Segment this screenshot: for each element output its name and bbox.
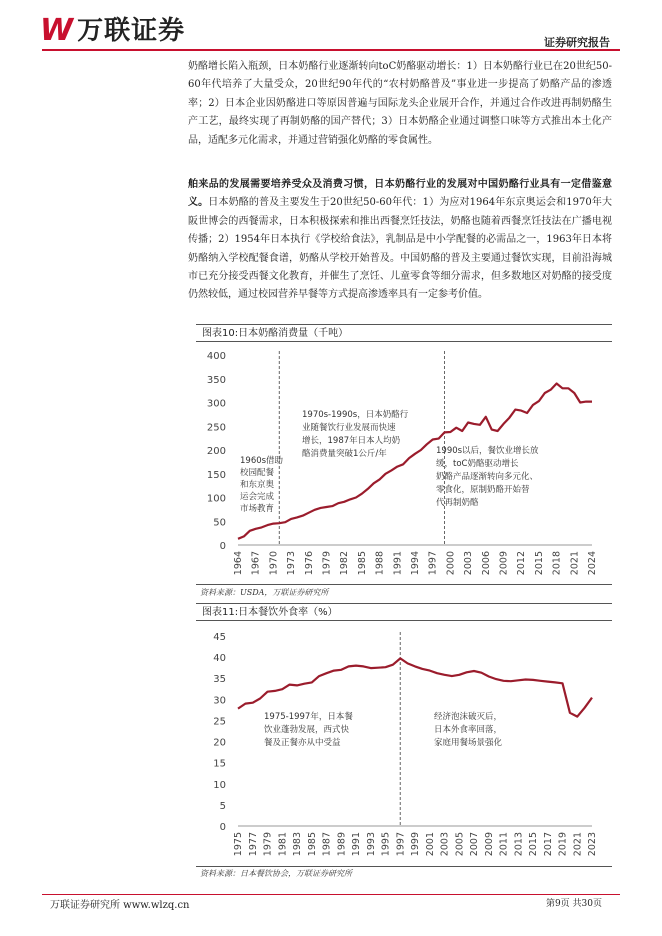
- x-tick-label: 1970: [268, 551, 280, 576]
- figure-10-source: 资料来源：USDA，万联证券研究所: [200, 588, 329, 597]
- cheese-consumption-chart: [196, 343, 612, 583]
- x-tick-label: 2013: [513, 832, 525, 857]
- x-tick-label: 2003: [439, 832, 451, 857]
- x-tick-label: 1964: [233, 551, 244, 576]
- annotation-text: 餐及正餐亦从中受益: [264, 738, 341, 748]
- y-tick-label: 200: [206, 446, 226, 457]
- annotation-text: 酪消费量突破1公斤/年: [302, 449, 387, 459]
- x-tick-label: 2019: [557, 832, 569, 857]
- paragraph-2-lead: 舶来品的发展需要培养受众及消费习惯，日本奶酪行业的发展对中国奶酪行业具有一定借鉴意义。: [188, 179, 612, 209]
- y-tick-label: 5: [219, 800, 226, 812]
- x-tick-label: 2001: [424, 832, 436, 857]
- y-tick-label: 25: [213, 716, 226, 728]
- annotation-text: 代再制奶酪: [436, 498, 479, 508]
- x-tick-label: 1979: [321, 551, 333, 576]
- page-header: [0, 0, 662, 58]
- x-tick-label: 2015: [533, 551, 545, 576]
- y-tick-label: 15: [213, 758, 226, 770]
- y-tick-label: 150: [206, 469, 226, 481]
- figure-11-bottom-rule: [196, 866, 612, 867]
- y-tick-label: 0: [219, 541, 226, 552]
- x-tick-label: 1987: [321, 832, 333, 857]
- annotation-text: 市场教育: [240, 504, 275, 514]
- annotation-text: 业随餐饮行业发展而快速: [302, 423, 396, 433]
- footer-company: 万联证券研究所 www.wlzq.cn: [50, 900, 190, 911]
- annotation-text: 1975-1997年，日本餐: [264, 712, 353, 722]
- y-tick-label: 400: [206, 351, 226, 362]
- x-tick-label: 2009: [498, 551, 510, 576]
- annotation-text: 校园配餐: [240, 468, 275, 478]
- paragraph-2-body: 日本奶酪的普及主要发生于20世纪50-60年代：1）为应对1964年东京奥运会和1970年大阪世博会的西餐需求，日本积极探索和推出西餐烹饪技法，奶酪也随着西餐烹饪技法在广播电视传播；2）1954年日本执行《学校给食法》，乳制品是中小学配餐的必需品之一，1963年日本将奶酪纳入学校配餐食谱，奶酪从学校开始普及。中国奶酪的普及主要通过餐饮实现，目前沿海城市已充分接受西餐文化教育，并催生了烹饪、儿童零食等细分需求，但多数地区对奶酪的接受度仍然较低，通过校园营养早餐等方式提高渗透率具有一定参考价值。: [188, 197, 612, 301]
- footer-rule: [42, 894, 620, 895]
- footer-page-number: 第9页 共30页: [545, 899, 602, 909]
- annotation-text: 1960s借助: [240, 456, 284, 466]
- y-tick-label: 350: [206, 374, 226, 386]
- annotation-text: 家庭用餐场景强化: [434, 738, 503, 748]
- annotation-text: 缓，toC奶酪驱动增长: [436, 459, 519, 469]
- x-tick-label: 1988: [374, 551, 386, 576]
- x-tick-label: 2017: [542, 832, 554, 857]
- x-tick-label: 1991: [392, 551, 404, 576]
- series-line: [238, 658, 592, 716]
- y-tick-label: 45: [213, 632, 226, 643]
- x-tick-label: 1999: [410, 832, 421, 857]
- logo-text: 万联证券: [77, 16, 186, 46]
- series-line: [238, 384, 592, 539]
- x-tick-label: 1993: [365, 832, 377, 857]
- x-tick-label: 1967: [250, 551, 262, 576]
- x-tick-label: 1979: [262, 832, 274, 857]
- figure-11-source: 资料来源：日本餐饮协会，万联证券研究所: [200, 869, 352, 878]
- x-tick-label: 1981: [277, 832, 289, 857]
- x-tick-label: 1997: [395, 832, 407, 857]
- dining-out-rate-chart: [196, 622, 612, 866]
- logo-mark: W: [40, 13, 74, 48]
- x-tick-label: 1977: [247, 832, 259, 857]
- y-tick-label: 35: [213, 674, 226, 686]
- x-tick-label: 2018: [551, 551, 563, 576]
- annotation-text: 日本外食率回落，: [434, 725, 503, 735]
- x-tick-label: 1982: [339, 551, 351, 576]
- annotation-text: 运会完成: [240, 492, 275, 502]
- x-tick-label: 2007: [469, 832, 480, 857]
- header-rule: [42, 49, 620, 51]
- x-tick-label: 2015: [528, 832, 539, 857]
- x-tick-label: 1995: [380, 832, 392, 857]
- x-tick-label: 2005: [454, 832, 466, 857]
- x-tick-label: 2011: [498, 832, 510, 857]
- x-tick-label: 2000: [445, 551, 457, 576]
- y-tick-label: 40: [213, 653, 226, 665]
- y-tick-label: 10: [213, 779, 226, 791]
- x-tick-label: 1994: [410, 551, 421, 576]
- report-type: 证券研究报告: [544, 36, 610, 49]
- x-tick-label: 1983: [292, 832, 303, 857]
- annotation-text: 1970s-1990s，日本奶酪行: [302, 410, 409, 420]
- annotation-text: 1990s以后，餐饮业增长放: [436, 446, 539, 456]
- x-tick-label: 1991: [351, 832, 362, 857]
- annotation-text: 饮业蓬勃发展，西式快: [264, 725, 350, 735]
- y-tick-label: 20: [213, 737, 226, 749]
- paragraph-1: 奶酪增长陷入瓶颈，日本奶酪行业逐渐转向toC奶酪驱动增长：1）日本奶酪行业已在20世纪50-60年代培养了大量受众，20世纪90年代的“农村奶酪普及”事业进一步提高了奶酪产品的渗透率；2）日本企业因奶酪进口等原因普遍与国际龙头企业展开合作，并通过合作改进再制奶酪生产工艺，最终实现了再制奶酪的国产替代；3）日本奶酪企业通过调整口味等方式推出本土化产品，适配多元化需求，并通过营销强化奶酪的零食属性。: [188, 61, 612, 146]
- y-tick-label: 0: [219, 822, 226, 833]
- figure-10-title: 图表10:日本奶酪消费量（千吨）: [196, 324, 612, 342]
- x-tick-label: 1985: [306, 832, 318, 857]
- x-tick-label: 1985: [356, 551, 368, 576]
- x-tick-label: 1975: [233, 832, 244, 857]
- x-tick-label: 1997: [427, 551, 439, 576]
- y-tick-label: 100: [206, 493, 226, 505]
- x-tick-label: 2023: [587, 832, 598, 857]
- x-tick-label: 2024: [587, 551, 598, 576]
- x-tick-label: 2021: [572, 832, 584, 857]
- annotation-text: 和东京奥: [240, 480, 275, 490]
- annotation-text: 经济泡沫破灭后，: [434, 712, 503, 722]
- y-tick-label: 250: [206, 422, 226, 434]
- x-tick-label: 2006: [480, 551, 492, 576]
- annotation-text: 增长，1987年日本人均奶: [302, 436, 401, 446]
- x-tick-label: 1976: [303, 551, 315, 576]
- y-tick-label: 30: [213, 695, 226, 707]
- figure-10-bottom-rule: [196, 584, 612, 585]
- x-tick-label: 2009: [483, 832, 495, 857]
- y-tick-label: 50: [213, 517, 226, 529]
- annotation-text: 奶酪产品逐渐转向多元化、: [436, 472, 539, 482]
- x-tick-label: 1973: [286, 551, 298, 576]
- x-tick-label: 2012: [516, 551, 528, 576]
- y-tick-label: 300: [206, 398, 226, 410]
- paragraph-2: [188, 176, 612, 305]
- figure-11-title: 图表11:日本餐饮外食率（%）: [196, 603, 612, 621]
- annotation-text: 零食化，原制奶酪开始替: [436, 485, 530, 495]
- x-tick-label: 2021: [569, 551, 581, 576]
- company-logo: [40, 13, 186, 48]
- x-tick-label: 1989: [336, 832, 348, 857]
- x-tick-label: 2003: [463, 551, 475, 576]
